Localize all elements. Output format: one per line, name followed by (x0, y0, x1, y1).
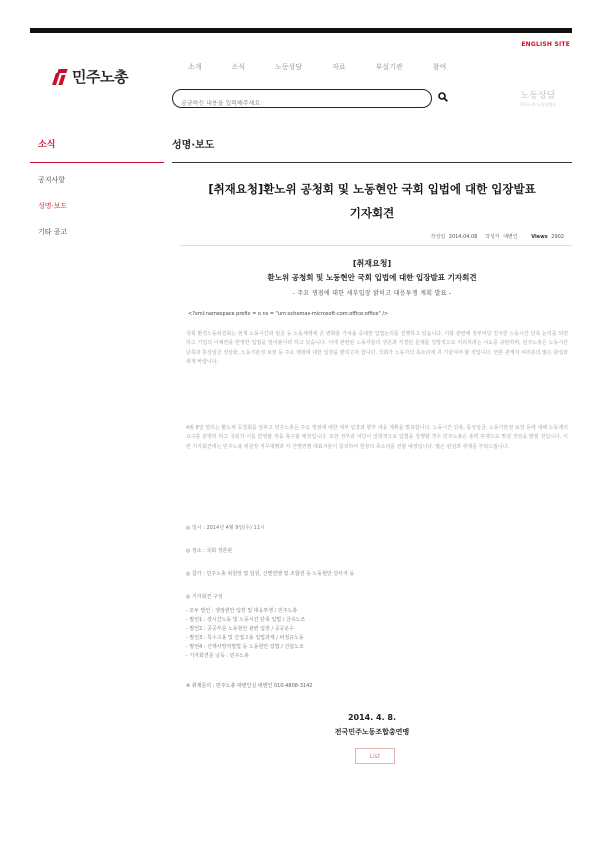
search-box (172, 89, 432, 108)
article-title (172, 177, 572, 225)
program-item: - 발언4 : 산재사망처벌법 등 노동현안 입법 / 건설노조 (186, 644, 304, 650)
release-date: 2014. 4. 8. (347, 713, 397, 722)
nav-item-participate[interactable]: 참여 (432, 63, 447, 71)
post-date: 2014.04.08 (448, 234, 478, 240)
labor-consult-sub: 민주노총 노동상담소 (520, 102, 557, 107)
search-input[interactable] (181, 100, 411, 107)
views-count: 2902 (551, 234, 564, 240)
author-label: 작성자 (485, 234, 500, 240)
body-heading-1: [취재요청] (352, 259, 392, 268)
sidebar-title: 소식 (38, 140, 56, 150)
program-item: - 발언3 : 특수고용 및 간접고용 입법과제 / 비정규노동 (186, 635, 304, 641)
list-button[interactable]: List (355, 748, 395, 764)
article-title-line1: [취재요청]환노위 공청회 및 노동현안 국회 입법에 대한 입장발표 (208, 182, 536, 196)
program-item: - 발언2 : 공공부문 노동현안 관련 입장 / 공공운수 (186, 626, 295, 632)
event-attendees: ◎ 참가 : 민주노총 위원장 및 임원, 산별연맹 및 조합원 등 노동현안 당사자 등 (186, 571, 355, 577)
event-time: ◎ 일시 : 2014년 4월 9일(수) 11시 (186, 525, 265, 531)
logo-icon (52, 69, 68, 85)
logo[interactable] (52, 66, 128, 87)
body-heading-3: - 주요 쟁점에 대한 세부입장 밝히고 대응투쟁 계획 발표 - (292, 290, 452, 297)
english-site-link[interactable]: ENGLISH SITE (521, 41, 570, 48)
date-label: 작성일 (430, 234, 446, 240)
program-title: ◎ 기자회견 구성 (186, 594, 223, 600)
sidebar-menu (38, 175, 67, 253)
program-item: - 모두 발언 : 쟁점현안 입장 및 대응투쟁 / 민주노총 (186, 608, 298, 614)
labor-consult-link[interactable] (520, 88, 556, 108)
logo-text: 민주노총 (72, 68, 128, 86)
sidebar-item-other[interactable]: 기타 공고 (38, 228, 68, 236)
views-label: Views (531, 234, 548, 240)
body-paragraph-1: 국회 환경노동위원회는 현재 노동시간과 임금 등 노동체계에 큰 변화를 가져올 중대한 입법논의를 진행하고 있습니다. 이와 관련해 정부여당 진지한 노동시간 단축 논의를 외면하고 기업의 이해만을 반영한 입법을 밀어붙이려 하고 있습니다. 이에 관련된 노동자들의 생존과 직결된 문제를 일방적으로 처리하려는 시도를 규탄하며, 민주노총은 노동시간 단축과 통상임금 정상화, 노동기본권 보장 등 주요 쟁점에 대한 입장을 밝히고자 합니다. 국회가 노동자의 목소리에 귀 기울여야 할 것입니다. 언론 관계자 여러분의 많은 관심과 취재 바랍니다. (186, 331, 568, 365)
event-place: ◎ 장소 : 국회 정론관 (186, 548, 233, 554)
sidebar-item-notice[interactable]: 공지사항 (38, 176, 66, 184)
nav-item-news[interactable]: 소식 (231, 63, 246, 71)
organization-name: 전국민주노동조합총연맹 (334, 728, 410, 736)
nav-item-resources[interactable]: 자료 (332, 63, 346, 71)
article-title-line2: 기자회견 (349, 206, 395, 220)
main-nav (188, 62, 476, 72)
nav-item-counsel[interactable]: 노동상담 (275, 63, 303, 71)
sidebar-item-statements[interactable]: 성명·보도 (38, 202, 68, 210)
top-bar (30, 28, 572, 33)
author: 대변인 (503, 234, 518, 240)
program-list (186, 593, 305, 661)
sidebar-divider (30, 162, 164, 163)
article-meta (431, 233, 570, 240)
meta-divider (180, 245, 572, 246)
nav-item-affiliates[interactable]: 부설기관 (375, 63, 403, 71)
search-icon[interactable] (438, 92, 448, 102)
page-title: 성명·보도 (172, 140, 215, 151)
program-item: - 기자회견문 낭독 : 민주노총 (186, 653, 249, 659)
xml-namespace-text: <?xml:namespace prefix = o ns = "urn:schemas-microsoft-com:office:office" /> (188, 311, 389, 317)
title-divider (172, 162, 572, 163)
program-item: - 발언1 : 장시간노동 및 노동시간 단축 입법 / 금속노조 (186, 617, 306, 623)
body-paragraph-2: 4월 8일 열리는 환노위 공청회를 앞두고 민주노총은 주요 쟁점에 대한 세부 입장과 향후 대응 계획을 발표합니다. 노동시간 단축, 통상임금, 노동기본권 보장 등에 대해 노동계의 요구를 분명히 하고 국회가 이를 반영할 것을 촉구할 예정입니다. 또한 정부와 여당이 일방적으로 입법을 강행할 경우 민주노총은 총력 투쟁으로 맞설 것임을 밝힐 것입니다. 이번 기자회견에는 민주노총 위원장 직무대행과 각 산별연맹 대표자들이 참석하여 현장의 목소리를 전할 예정입니다. 많은 관심과 취재를 부탁드립니다. (186, 425, 568, 450)
nav-item-about[interactable]: 소개 (188, 63, 202, 71)
body-heading-2: 환노위 공청회 및 노동현안 국회 입법에 대한 입장발표 기자회견 (267, 273, 477, 282)
contact-info: ※ 취재문의 : 민주노총 대변인실 대변인 010-4808-3142 (186, 683, 313, 689)
labor-consult-label: 노동상담 (520, 91, 556, 101)
